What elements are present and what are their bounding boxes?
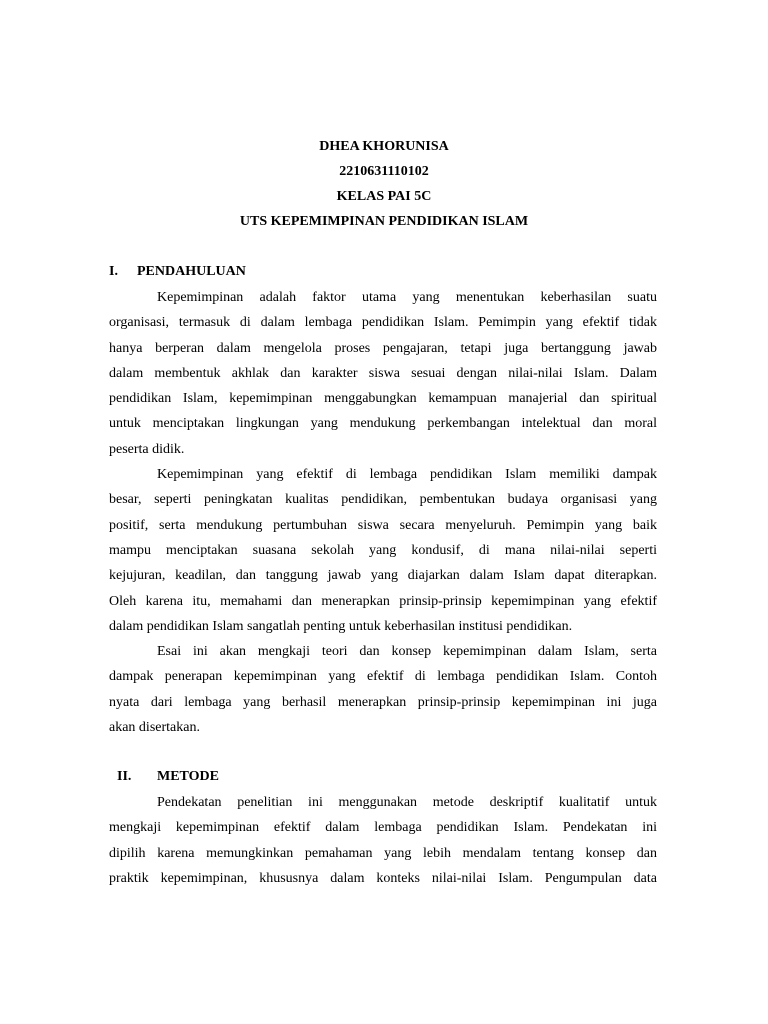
- text-line: untuk menciptakan lingkungan yang mendukung perkembangan intelektual dan moral: [109, 416, 657, 432]
- text-line: peserta didik.: [109, 441, 185, 457]
- section-body-1: [109, 285, 657, 740]
- text-line: pendidikan Islam, kepemimpinan menggabungkan kemampuan manajerial dan spiritual: [109, 391, 657, 407]
- text-line: dalam pendidikan Islam sangatlah penting untuk keberhasilan institusi pendidikan.: [109, 618, 573, 634]
- text-line: kejujuran, keadilan, dan tanggung jawab yang diajarkan dalam Islam dapat diterapkan.: [109, 568, 657, 584]
- text-line: akan disertakan.: [109, 720, 200, 736]
- student-id: 2210631110102: [339, 164, 429, 179]
- section-body-2: [109, 790, 657, 891]
- text-line: Kepemimpinan yang efektif di lembaga pendidikan Islam memiliki dampak: [157, 467, 657, 483]
- class-name: KELAS PAI 5C: [336, 189, 432, 204]
- text-line: praktik kepemimpinan, khususnya dalam konteks nilai-nilai Islam. Pengumpulan data: [109, 870, 657, 886]
- section-number: I.: [109, 264, 118, 279]
- document-title: UTS KEPEMIMPINAN PENDIDIKAN ISLAM: [239, 214, 529, 229]
- text-line: mengkaji kepemimpinan efektif dalam lembaga pendidikan Islam. Pendekatan ini: [109, 820, 657, 836]
- text-line: positif, serta mendukung pertumbuhan siswa secara menyeluruh. Pemimpin yang baik: [109, 517, 657, 533]
- text-line: dalam membentuk akhlak dan karakter siswa sesuai dengan nilai-nilai Islam. Dalam: [109, 365, 657, 381]
- section-number: II.: [117, 769, 132, 784]
- text-line: dampak penerapan kepemimpinan yang efektif di lembaga pendidikan Islam. Contoh: [109, 669, 657, 685]
- section-title: PENDAHULUAN: [137, 264, 246, 279]
- section-heading-2: [117, 767, 417, 787]
- text-line: Pendekatan penelitian ini menggunakan metode deskriptif kualitatif untuk: [157, 795, 657, 810]
- section-title: METODE: [157, 769, 219, 784]
- text-line: Oleh karena itu, memahami dan menerapkan prinsip-prinsip kepemimpinan yang efektif: [109, 593, 657, 609]
- text-line: hanya berperan dalam mengelola proses pengajaran, tetapi juga bertanggung jawab: [109, 340, 657, 356]
- document-header: [0, 134, 768, 234]
- section-heading-1: [109, 262, 409, 282]
- text-line: nyata dari lembaga yang berhasil menerapkan prinsip-prinsip kepemimpinan ini juga: [109, 694, 657, 710]
- text-line: organisasi, termasuk di dalam lembaga pendidikan Islam. Pemimpin yang efektif tidak: [109, 315, 657, 331]
- text-line: besar, seperti peningkatan kualitas pendidikan, pembentukan budaya organisasi yang: [109, 492, 657, 508]
- text-line: mampu menciptakan suasana sekolah yang kondusif, di mana nilai-nilai seperti: [109, 542, 657, 558]
- author-name: DHEA KHORUNISA: [319, 139, 449, 154]
- text-line: Esai ini akan mengkaji teori dan konsep kepemimpinan dalam Islam, serta: [157, 644, 657, 660]
- text-line: dipilih karena memungkinkan pemahaman yang lebih mendalam tentang konsep dan: [109, 845, 657, 861]
- text-line: Kepemimpinan adalah faktor utama yang menentukan keberhasilan suatu: [157, 290, 657, 305]
